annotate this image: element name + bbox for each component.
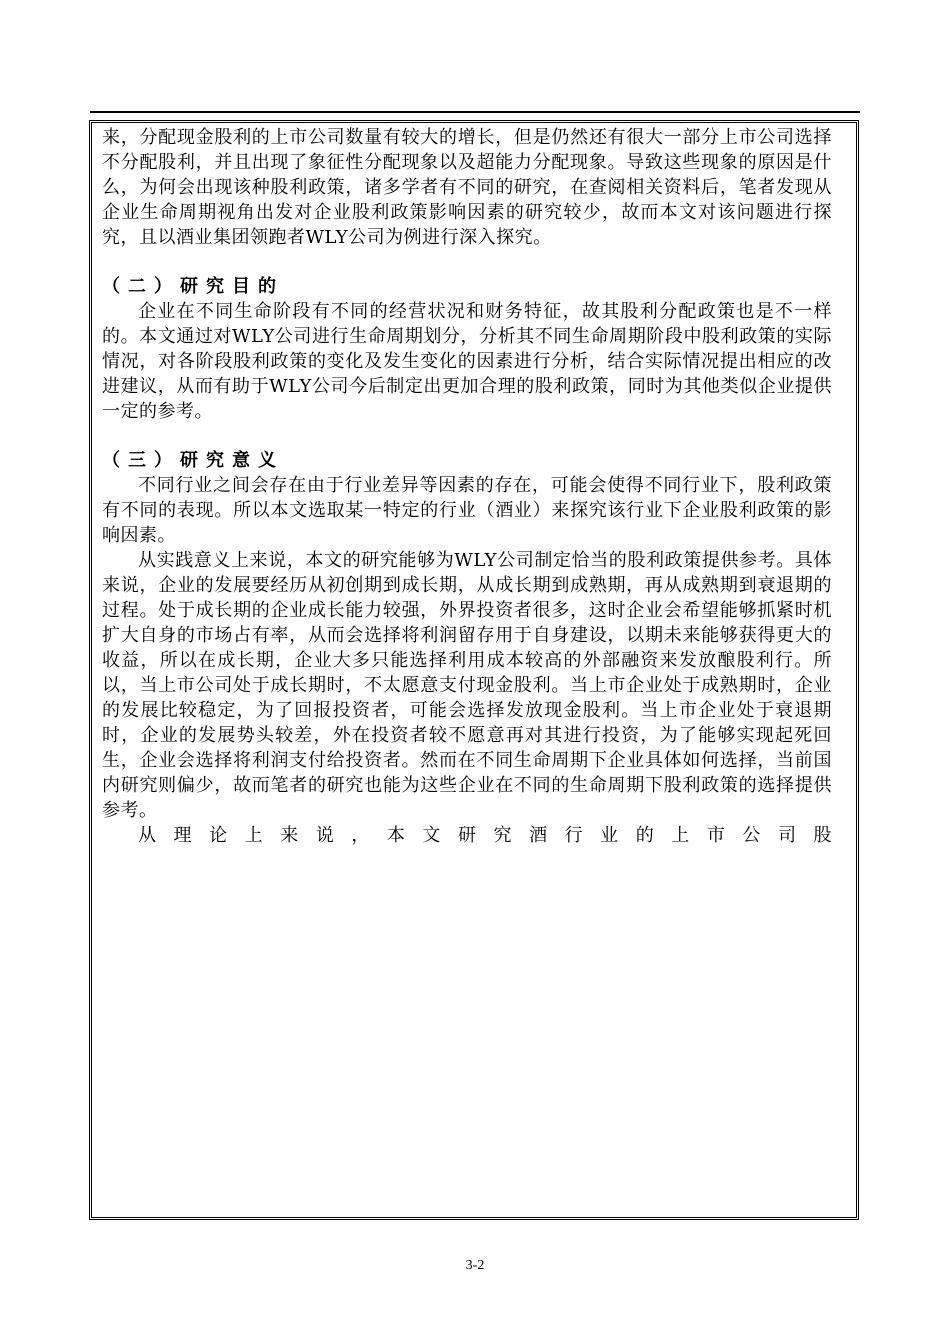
intro-paragraph: 来，分配现金股利的上市公司数量有较大的增长，但是仍然还有很大一部分上市公司选择不分配股利，并且出现了象征性分配现象以及超能力分配现象。导致这些现象的原因是什么，为何会出现该种股利政策，诸多学者有不同的研究，在查阅相关资料后，笔者发现从企业生命周期视角出发对企业股利政策影响因素的研究较少，故而本文对该问题进行探究，且以酒业集团领跑者WLY公司为例进行深入探究。 [102,127,832,248]
purpose-paragraph: 企业在不同生命阶段有不同的经营状况和财务特征，故其股利分配政策也是不一样的。本文通过对WLY公司进行生命周期划分，分析其不同生命周期阶段中股利政策的实际情况，对各阶段股利政策的变化及发生变化的因素进行分析，结合实际情况提出相应的改进建议，从而有助于WLY公司今后制定出更加合理的股利政策，同时为其他类似企业提供一定的参考。 [102,301,832,422]
significance-paragraph-2: 从实践意义上来说，本文的研究能够为WLY公司制定恰当的股利政策提供参考。具体来说，企业的发展要经历从初创期到成长期，从成长期到成熟期，再从成熟期到衰退期的过程。处于成长期的企业成长能力较强，外界投资者很多，这时企业会希望能够抓紧时机扩大自身的市场占有率，从而会选择将利润留存用于自身建设，以期未来能够获得更大的收益，所以在成长期，企业大多只能选择利用成本较高的外部融资来发放酿股利行。所以，当上市公司处于成长期时，不太愿意支付现金股利。当上市企业处于成熟期时，企业的发展比较稳定，为了回报投资者，可能会选择发放现金股利。当上市企业处于衰退期时，企业的发展势头较差，外在投资者较不愿意再对其进行投资，为了能够实现起死回生，企业会选择将利润支付给投资者。然而在不同生命周期下企业具体如何选择，当前国内研究则偏少，故而笔者的研究也能为这些企业在不同的生命周期下股利政策的选择提供参考。 [102,550,832,821]
page-frame [89,120,859,1220]
section-heading-purpose: （二）研究目的 [102,276,284,297]
section-heading-significance: （三）研究意义 [102,450,284,471]
significance-paragraph-3: 从理论上来说，本文研究酒行业的上市公司股 [138,825,832,846]
header-rule [90,111,860,113]
significance-paragraph-1: 不同行业之间会存在由于行业差异等因素的存在，可能会使得不同行业下，股利政策有不同的表现。所以本文选取某一特定的行业（酒业）来探究该行业下企业股利政策的影响因素。 [102,475,832,546]
page-number: 3-2 [465,1258,485,1273]
document-body [102,125,832,848]
